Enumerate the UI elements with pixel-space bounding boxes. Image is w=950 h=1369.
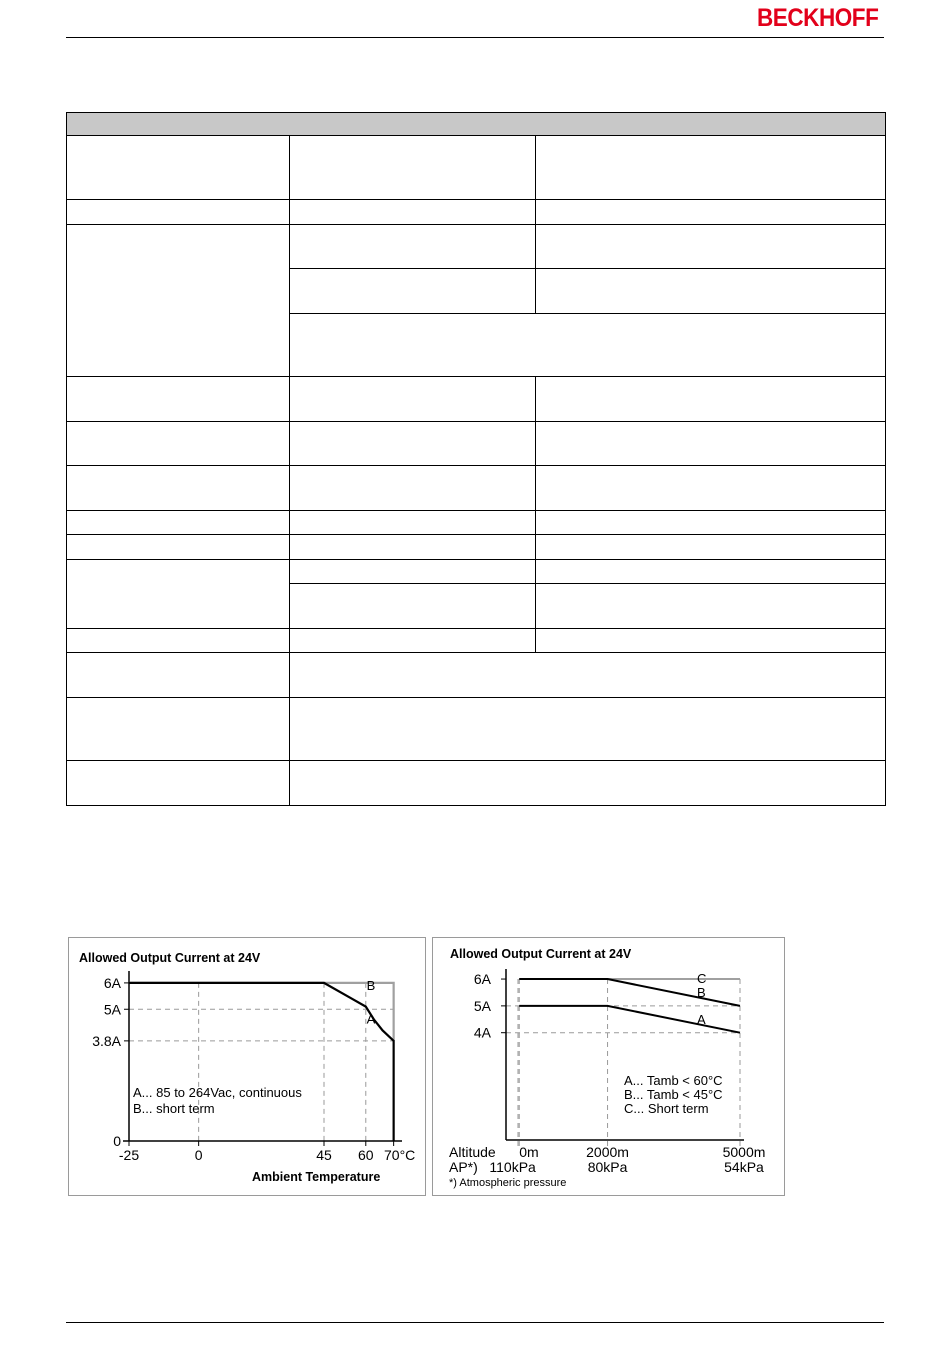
series-a-label: A [366,1011,376,1027]
chart2-footnote: *) Atmospheric pressure [449,1177,567,1189]
y-tick-label: 5A [103,1001,121,1018]
x-tick-label-pressure: 110kPa [489,1159,536,1175]
table-row [67,698,886,761]
series-b-label: B [697,984,706,1000]
chart1-legend-a: A... 85 to 264Vac, continuous [133,1085,302,1100]
x-tick-label-pressure: 80kPa [587,1159,628,1175]
beckhoff-logo: BECKHOFF [757,4,879,32]
chart2-altitude-label: Altitude [449,1144,496,1160]
x-tick-label: 60 [357,1147,374,1163]
chart2-legend-c: C... Short term [624,1101,709,1116]
chart1-legend-b: B... short term [133,1101,215,1116]
series-a-label: A [697,1011,706,1027]
table-row [67,535,886,560]
chart1-title: Allowed Output Current at 24V [79,951,261,965]
x-tick-label-altitude: 5000m [722,1144,766,1160]
table-row [67,422,886,466]
table-row [67,761,886,806]
table-row [67,653,886,698]
y-tick-label: 3.8A [92,1032,121,1049]
temperature-derating-svg [69,938,425,1195]
series-c-label: C [697,971,707,987]
footer-rule [66,1322,884,1323]
table-header-row [67,113,886,136]
table-row [67,511,886,535]
y-tick-label: 4A [473,1024,491,1041]
table-row [67,225,886,269]
chart1-xlabel: Ambient Temperature [252,1170,381,1184]
x-tick-label: -25 [118,1147,140,1163]
header-rule [66,37,884,38]
chart2-legend-b: B... Tamb < 45°C [624,1087,723,1102]
temperature-derating-chart [68,937,426,1196]
series-b-label: B [366,977,376,993]
x-tick-label: 70°C [384,1147,416,1163]
x-tick-label-altitude: 0m [519,1144,539,1160]
spec-table [66,112,884,806]
series-b-line [519,979,740,1006]
series-a-line [129,983,394,1141]
y-tick-label: 6A [473,971,491,988]
y-tick-label: 0 [113,1133,121,1149]
altitude-derating-chart [432,937,785,1196]
y-tick-label: 5A [473,997,491,1014]
altitude-derating-svg [433,938,784,1195]
table-row [67,629,886,653]
table-row [67,466,886,511]
table-row [67,136,886,200]
table-row [67,377,886,422]
x-tick-label-pressure: 54kPa [724,1159,764,1175]
x-tick-label: 0 [194,1147,203,1163]
series-a-line [519,1006,740,1033]
chart2-title: Allowed Output Current at 24V [450,947,632,961]
table-row [67,200,886,225]
series-b-line [129,983,394,1041]
table-row [67,560,886,584]
y-tick-label: 6A [103,974,121,991]
x-tick-label: 45 [316,1147,332,1163]
chart2-pressure-label: AP*) [449,1159,478,1175]
chart2-legend-a: A... Tamb < 60°C [624,1073,723,1088]
x-tick-label-altitude: 2000m [586,1144,629,1160]
